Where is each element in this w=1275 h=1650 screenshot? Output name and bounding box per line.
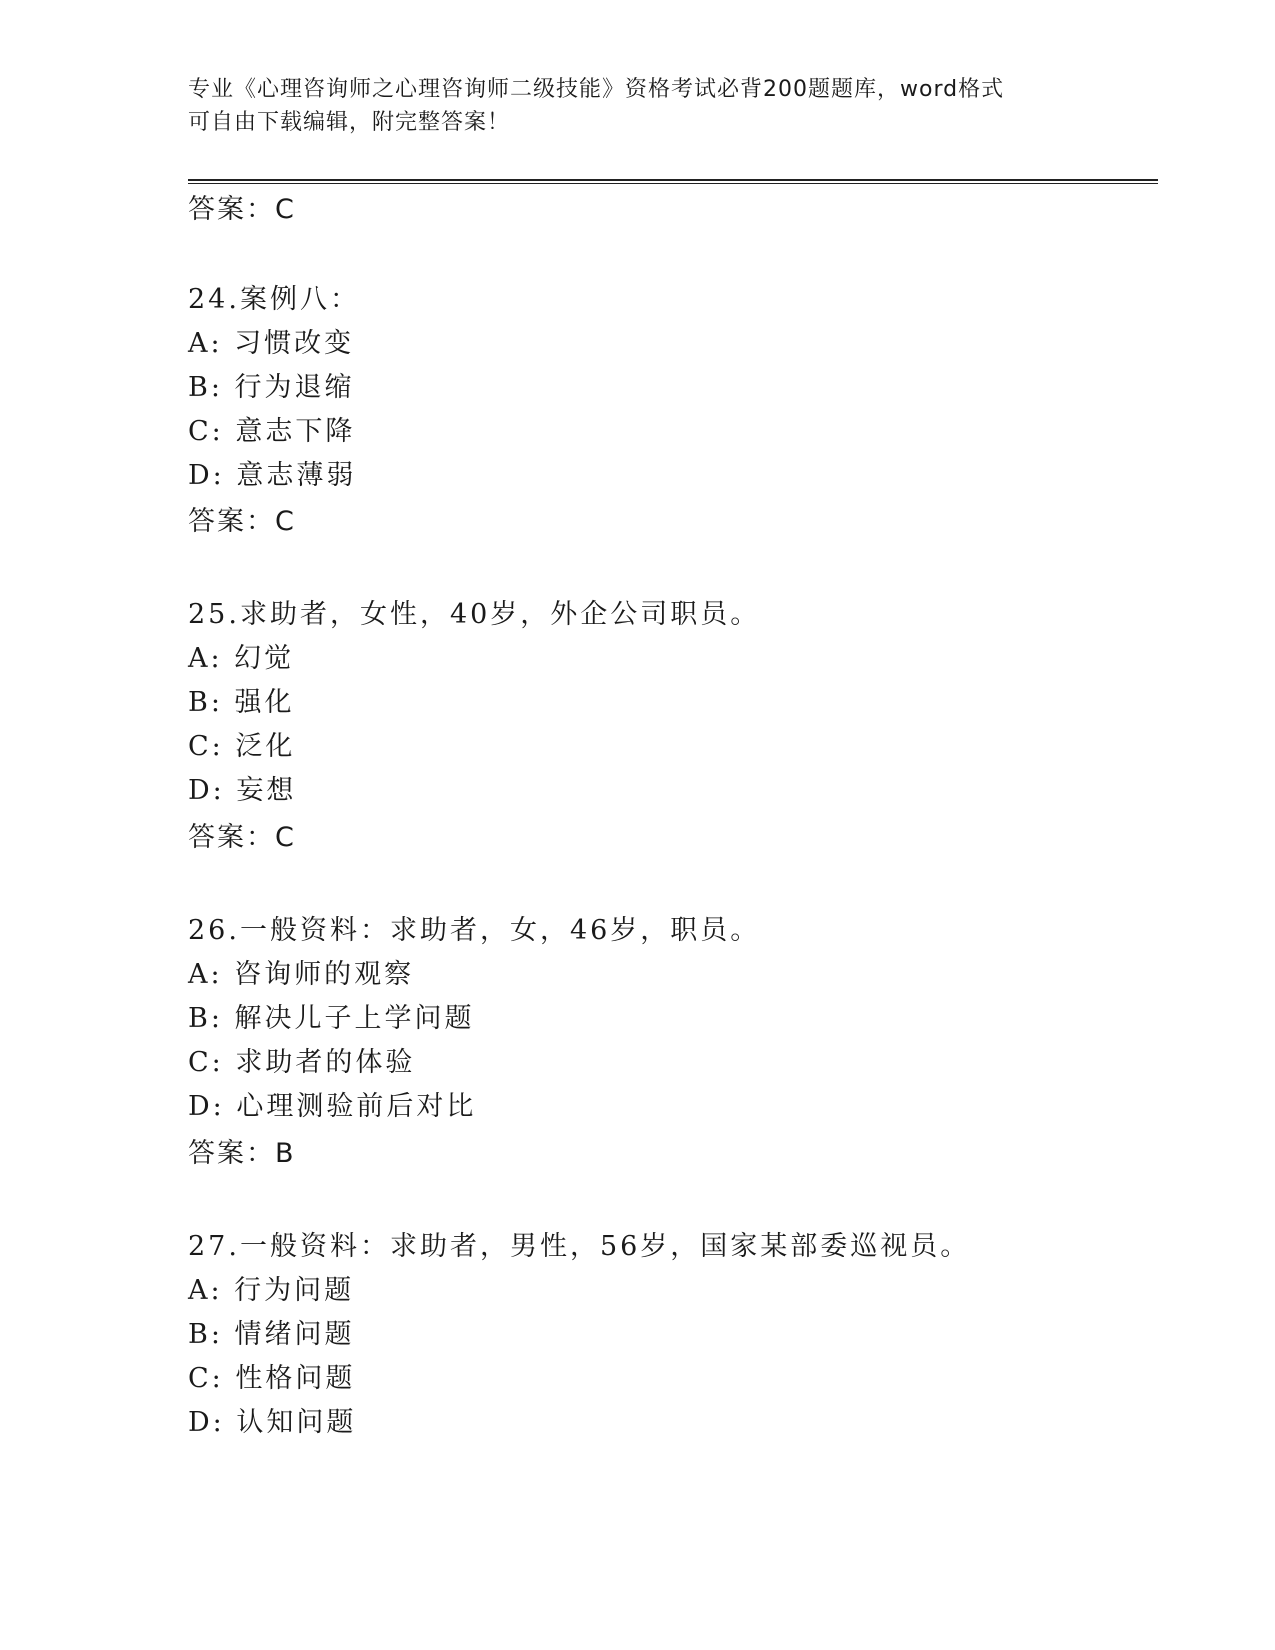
answer-line: 答案：C (188, 506, 296, 537)
header-divider-thin (188, 183, 1158, 184)
header-line-1: 专业《心理咨询师之心理咨询师二级技能》资格考试必背200题题库，word格式 (188, 77, 1005, 102)
option-c: C: 性格问题 (188, 1363, 356, 1394)
answer-line: 答案：C (188, 822, 296, 853)
option-c: C: 意志下降 (188, 416, 356, 447)
answer-line: 答案：C (188, 194, 296, 225)
option-a: A: 行为问题 (188, 1275, 355, 1306)
option-d: D: 妄想 (188, 775, 297, 806)
option-b: B: 解决儿子上学问题 (188, 1003, 475, 1034)
option-d: D: 心理测验前后对比 (188, 1091, 477, 1122)
header-divider (188, 179, 1158, 181)
option-d: D: 认知问题 (188, 1407, 357, 1438)
option-a: A: 习惯改变 (188, 328, 355, 359)
question-stem: 24.案例八： (188, 284, 360, 315)
option-c: C: 泛化 (188, 731, 296, 762)
answer-line: 答案：B (188, 1138, 296, 1169)
option-b: B: 强化 (188, 687, 295, 718)
option-a: A: 幻觉 (188, 643, 295, 674)
option-d: D: 意志薄弱 (188, 460, 357, 491)
header-line-2: 可自由下载编辑，附完整答案！ (188, 110, 511, 135)
question-stem: 27.一般资料：求助者，男性，56岁，国家某部委巡视员。 (188, 1231, 971, 1262)
question-stem: 25.求助者，女性，40岁，外企公司职员。 (188, 599, 761, 630)
question-stem: 26.一般资料：求助者，女，46岁，职员。 (188, 915, 761, 946)
option-b: B: 行为退缩 (188, 372, 355, 403)
document-header (188, 73, 1088, 139)
option-c: C: 求助者的体验 (188, 1047, 416, 1078)
option-a: A: 咨询师的观察 (188, 959, 415, 990)
option-b: B: 情绪问题 (188, 1319, 355, 1350)
